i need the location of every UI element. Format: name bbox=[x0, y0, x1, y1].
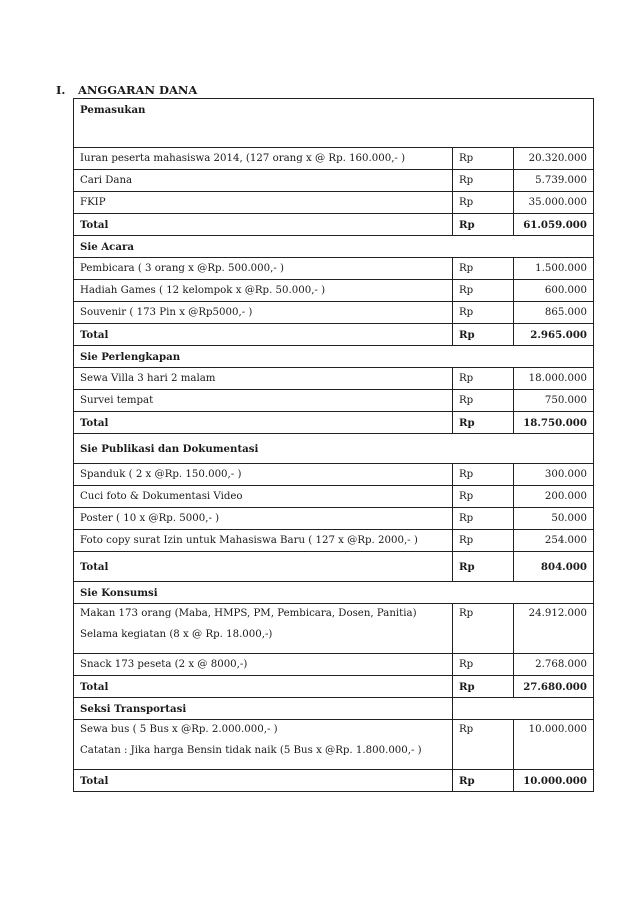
item-amount: 254.000 bbox=[514, 530, 594, 552]
total-amount: 61.059.000 bbox=[514, 214, 594, 236]
table-row bbox=[74, 720, 594, 770]
item-currency: Rp bbox=[453, 604, 514, 654]
item-description bbox=[74, 720, 453, 770]
total-label: Total bbox=[74, 214, 453, 236]
section-header-row bbox=[74, 346, 594, 368]
table-row bbox=[74, 604, 594, 654]
total-label: Total bbox=[74, 412, 453, 434]
item-currency: Rp bbox=[453, 508, 514, 530]
budget-table bbox=[73, 98, 594, 792]
item-description-line: Catatan : Jika harga Bensin tidak naik (5 Bus x @Rp. 1.800.000,- ) bbox=[80, 745, 422, 756]
total-label: Total bbox=[74, 770, 453, 792]
table-row bbox=[74, 170, 594, 192]
item-currency: Rp bbox=[453, 486, 514, 508]
section-header-row bbox=[74, 582, 594, 604]
item-currency: Rp bbox=[453, 530, 514, 552]
total-amount: 27.680.000 bbox=[514, 676, 594, 698]
item-description: Sewa Villa 3 hari 2 malam bbox=[74, 368, 453, 390]
item-description: Cari Dana bbox=[74, 170, 453, 192]
section-header-row bbox=[74, 698, 594, 720]
table-row bbox=[74, 192, 594, 214]
total-row bbox=[74, 676, 594, 698]
item-currency: Rp bbox=[453, 280, 514, 302]
item-amount: 600.000 bbox=[514, 280, 594, 302]
total-currency: Rp bbox=[453, 214, 514, 236]
item-description-line: Sewa bus ( 5 Bus x @Rp. 2.000.000,- ) bbox=[80, 724, 278, 735]
total-currency: Rp bbox=[453, 676, 514, 698]
total-amount: 2.965.000 bbox=[514, 324, 594, 346]
item-currency: Rp bbox=[453, 170, 514, 192]
section-title: Sie Acara bbox=[74, 236, 594, 258]
table-row bbox=[74, 508, 594, 530]
item-amount: 865.000 bbox=[514, 302, 594, 324]
total-label: Total bbox=[74, 676, 453, 698]
table-row bbox=[74, 302, 594, 324]
item-amount: 1.500.000 bbox=[514, 258, 594, 280]
item-description-line: Makan 173 orang (Maba, HMPS, PM, Pembicara, Dosen, Panitia) bbox=[80, 608, 417, 619]
item-currency: Rp bbox=[453, 368, 514, 390]
total-currency: Rp bbox=[453, 552, 514, 582]
item-description-line: Selama kegiatan (8 x @ Rp. 18.000,-) bbox=[80, 629, 273, 640]
item-description: Poster ( 10 x @Rp. 5000,- ) bbox=[74, 508, 453, 530]
total-row bbox=[74, 770, 594, 792]
total-label: Total bbox=[74, 324, 453, 346]
item-description: Iuran peserta mahasiswa 2014, (127 orang x @ Rp. 160.000,- ) bbox=[74, 148, 453, 170]
section-title: Seksi Transportasi bbox=[74, 698, 453, 720]
heading-title: ANGGARAN DANA bbox=[78, 83, 198, 97]
total-label: Total bbox=[74, 552, 453, 582]
item-amount: 300.000 bbox=[514, 464, 594, 486]
section-header-row bbox=[74, 99, 594, 148]
item-description: Pembicara ( 3 orang x @Rp. 500.000,- ) bbox=[74, 258, 453, 280]
item-description: Foto copy surat Izin untuk Mahasiswa Baru ( 127 x @Rp. 2000,- ) bbox=[74, 530, 453, 552]
item-currency: Rp bbox=[453, 654, 514, 676]
table-row bbox=[74, 654, 594, 676]
table-row bbox=[74, 390, 594, 412]
item-amount: 200.000 bbox=[514, 486, 594, 508]
item-amount: 20.320.000 bbox=[514, 148, 594, 170]
total-row bbox=[74, 412, 594, 434]
item-currency: Rp bbox=[453, 258, 514, 280]
total-row bbox=[74, 214, 594, 236]
item-currency: Rp bbox=[453, 302, 514, 324]
section-header-row bbox=[74, 434, 594, 464]
table-row bbox=[74, 530, 594, 552]
total-row bbox=[74, 324, 594, 346]
item-amount: 5.739.000 bbox=[514, 170, 594, 192]
table-row bbox=[74, 464, 594, 486]
section-title: Sie Perlengkapan bbox=[74, 346, 594, 368]
item-currency: Rp bbox=[453, 390, 514, 412]
item-currency: Rp bbox=[453, 464, 514, 486]
total-row bbox=[74, 552, 594, 582]
table-row bbox=[74, 258, 594, 280]
item-currency: Rp bbox=[453, 192, 514, 214]
table-row bbox=[74, 486, 594, 508]
item-amount: 750.000 bbox=[514, 390, 594, 412]
item-amount: 18.000.000 bbox=[514, 368, 594, 390]
section-heading bbox=[56, 83, 197, 97]
item-amount: 50.000 bbox=[514, 508, 594, 530]
table-row bbox=[74, 368, 594, 390]
item-description: Hadiah Games ( 12 kelompok x @Rp. 50.000,- ) bbox=[74, 280, 453, 302]
item-amount: 24.912.000 bbox=[514, 604, 594, 654]
item-description: Cuci foto & Dokumentasi Video bbox=[74, 486, 453, 508]
table-row bbox=[74, 280, 594, 302]
item-currency: Rp bbox=[453, 720, 514, 770]
item-description: Souvenir ( 173 Pin x @Rp5000,- ) bbox=[74, 302, 453, 324]
total-amount: 18.750.000 bbox=[514, 412, 594, 434]
total-amount: 10.000.000 bbox=[514, 770, 594, 792]
total-amount: 804.000 bbox=[514, 552, 594, 582]
total-currency: Rp bbox=[453, 770, 514, 792]
item-description: Survei tempat bbox=[74, 390, 453, 412]
section-title: Sie Publikasi dan Dokumentasi bbox=[74, 434, 594, 464]
item-description bbox=[74, 604, 453, 654]
heading-number: I. bbox=[56, 83, 66, 97]
item-description: FKIP bbox=[74, 192, 453, 214]
table-row bbox=[74, 148, 594, 170]
item-description: Snack 173 peseta (2 x @ 8000,-) bbox=[74, 654, 453, 676]
item-currency: Rp bbox=[453, 148, 514, 170]
empty-cell bbox=[453, 698, 594, 720]
section-title: Sie Konsumsi bbox=[74, 582, 594, 604]
item-amount: 35.000.000 bbox=[514, 192, 594, 214]
item-amount: 2.768.000 bbox=[514, 654, 594, 676]
section-title: Pemasukan bbox=[74, 99, 594, 148]
item-description: Spanduk ( 2 x @Rp. 150.000,- ) bbox=[74, 464, 453, 486]
total-currency: Rp bbox=[453, 324, 514, 346]
item-amount: 10.000.000 bbox=[514, 720, 594, 770]
total-currency: Rp bbox=[453, 412, 514, 434]
section-header-row bbox=[74, 236, 594, 258]
